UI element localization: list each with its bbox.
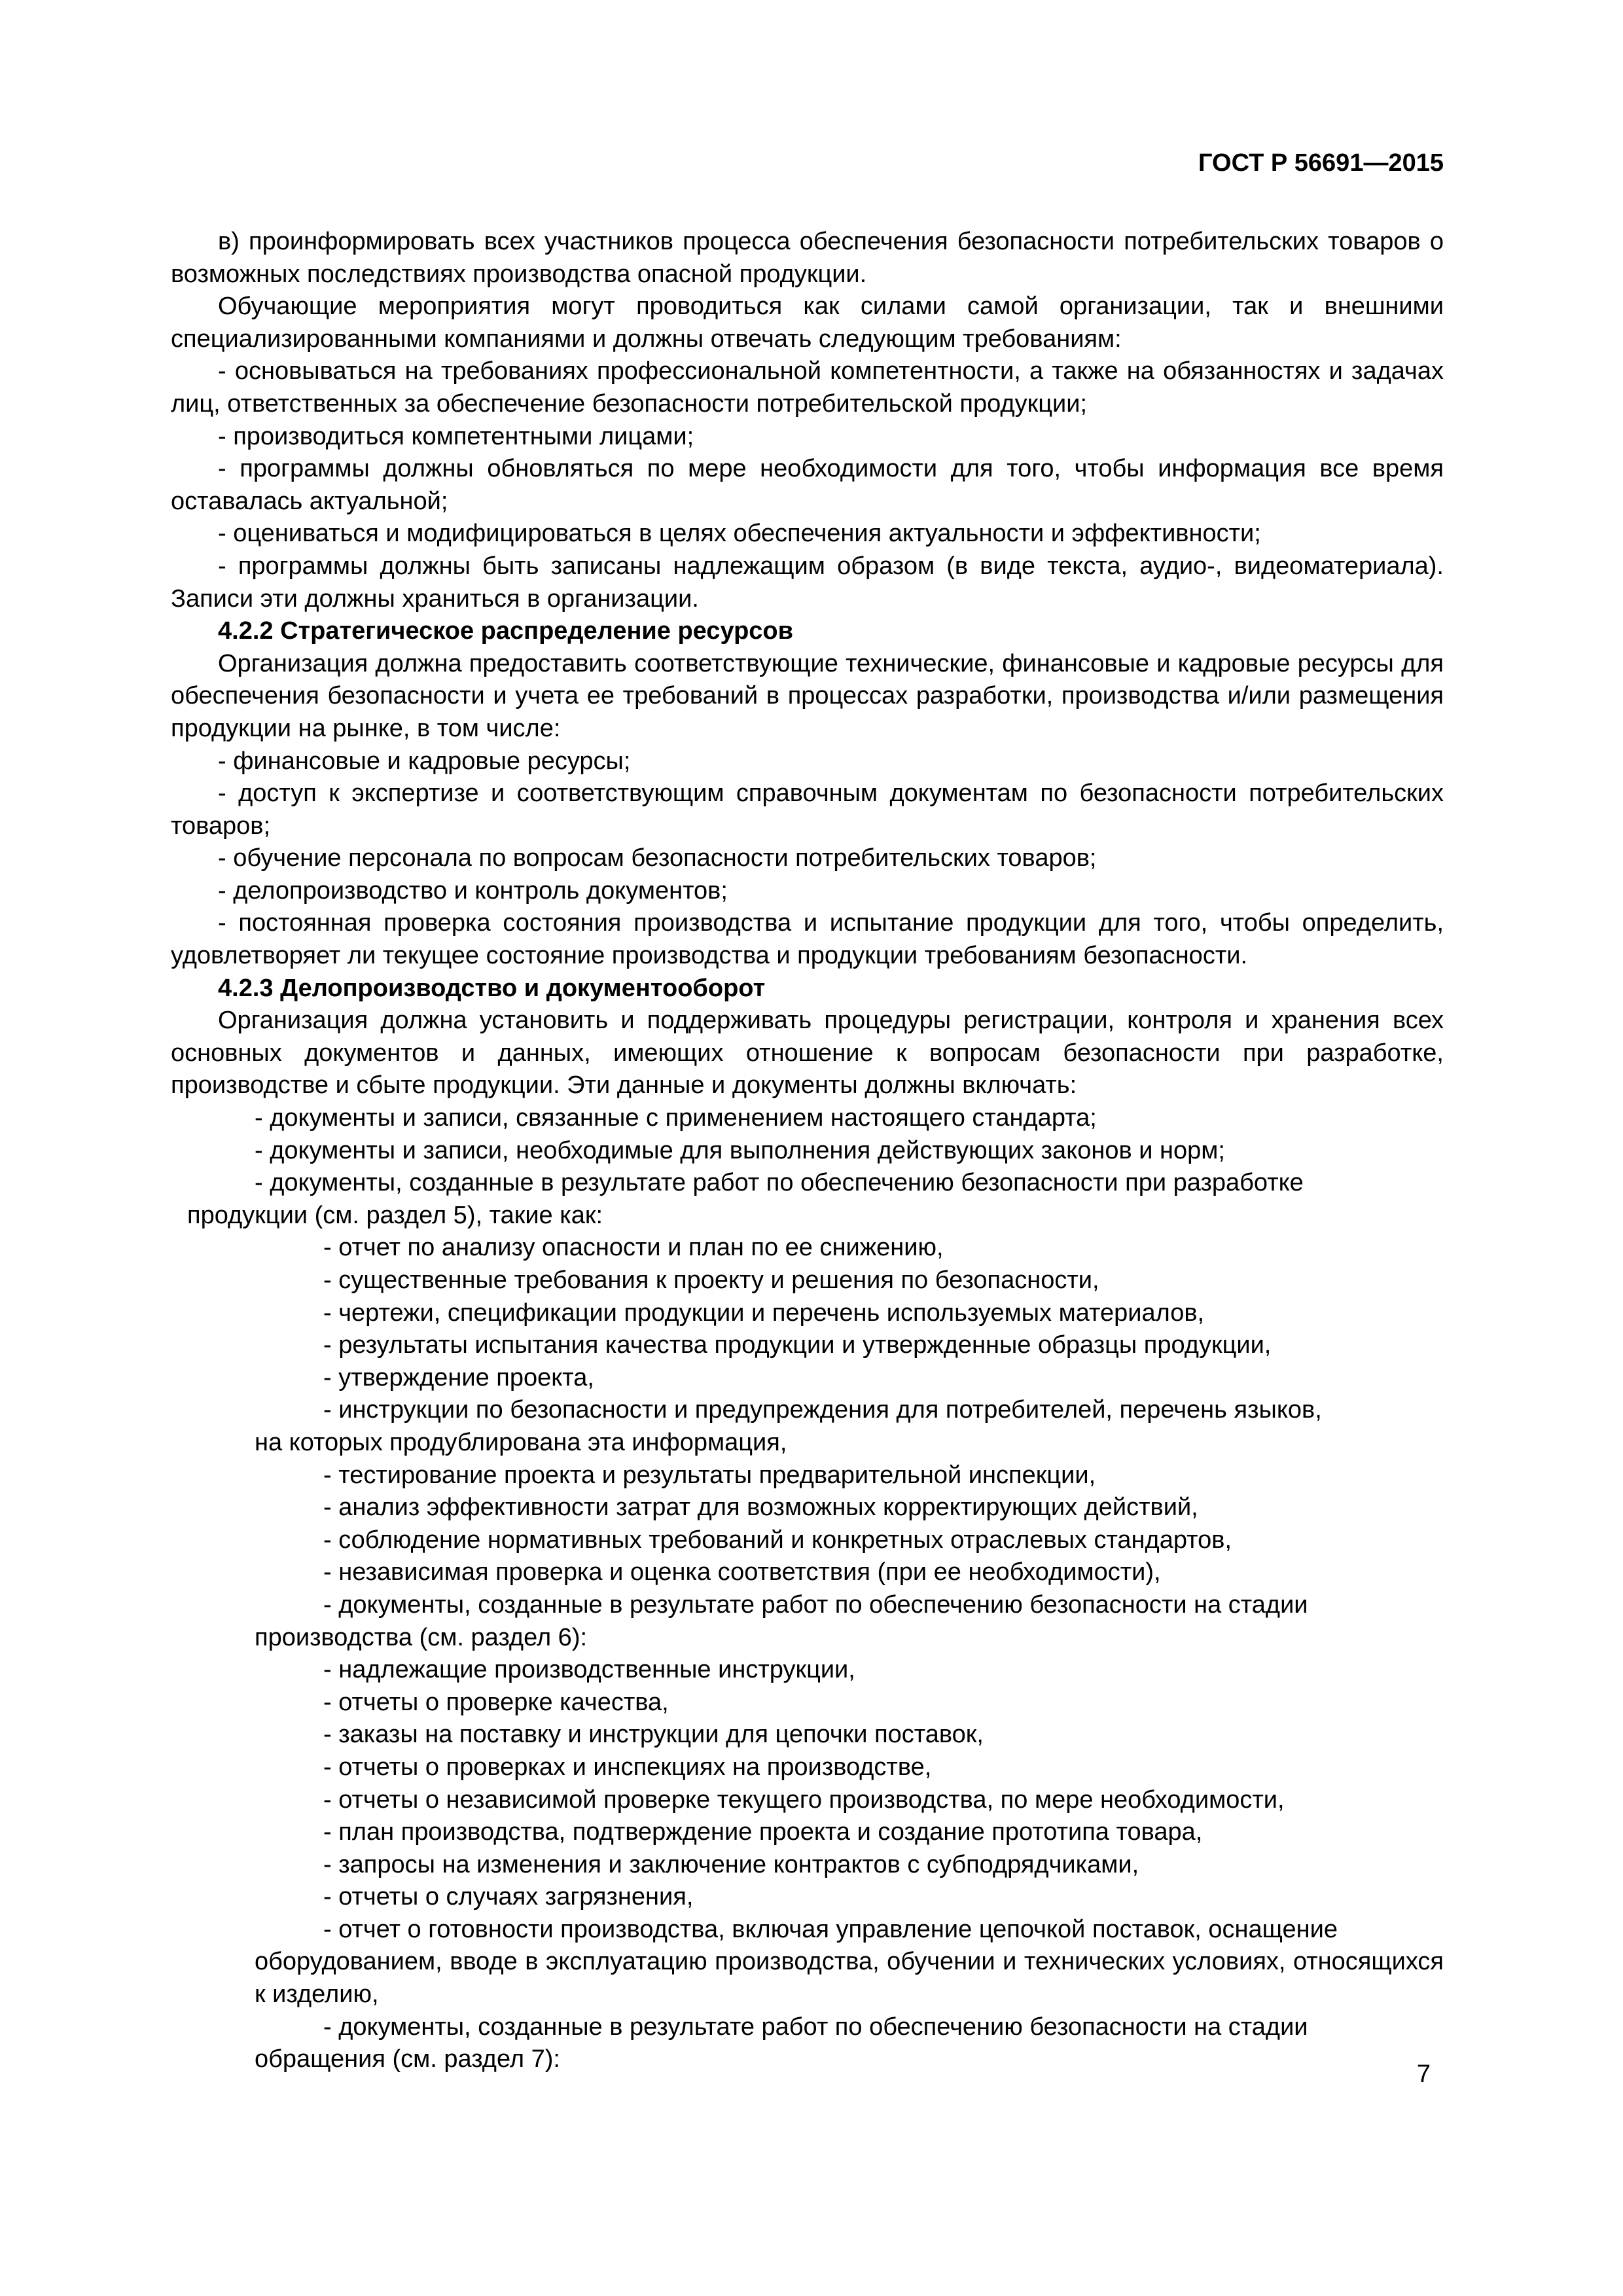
list-item: - запросы на изменения и заключение контрактов с субподрядчиками,	[323, 1850, 1139, 1878]
list-item: - документы и записи, необходимые для выполнения действующих законов и норм;	[255, 1136, 1225, 1164]
list-item	[171, 1167, 1444, 1232]
page-number: 7	[1416, 2060, 1431, 2088]
list-item: - отчеты о проверке качества,	[323, 1688, 669, 1716]
list-item: - постоянная проверка состояния производства и испытание продукции для того, чтобы определить, удовлетворяет ли текущее состояние производства и продукции требованиям безопасности.	[171, 909, 1444, 970]
paragraph: в) проинформировать всех участников процесса обеспечения безопасности потребительских товаров о возможных последствиях производства опасной продукции.	[171, 228, 1444, 288]
list-item: - отчеты о проверках и инспекциях на производстве,	[323, 1753, 932, 1781]
standard-number: ГОСТ Р 56691—2015	[1198, 149, 1444, 177]
list-item: - заказы на поставку и инструкции для цепочки поставок,	[323, 1721, 984, 1749]
page-body	[171, 226, 1444, 2076]
list-item	[171, 1589, 1444, 1654]
list-item: - отчеты о независимой проверке текущего производства, по мере необходимости,	[323, 1785, 1285, 1814]
list-item: - соблюдение нормативных требований и конкретных отраслевых стандартов,	[323, 1526, 1232, 1554]
list-item: - надлежащие производственные инструкции,	[323, 1656, 855, 1684]
list-item-continuation: продукции (см. раздел 5), такие как:	[187, 1201, 603, 1229]
list-item-first-line: - инструкции по безопасности и предупреждения для потребителей, перечень языков,	[323, 1396, 1322, 1424]
circulation-stage-head	[171, 2011, 1444, 2076]
list-item: - тестирование проекта и результаты предварительной инспекции,	[323, 1461, 1096, 1489]
list-item: - существенные требования к проекту и решения по безопасности,	[323, 1266, 1099, 1294]
list-item-continuation: оборудованием, вводе в эксплуатацию производства, обучении и технических условиях, относящихся к изделию,	[255, 1948, 1444, 2009]
list-item: - программы должны быть записаны надлежащим образом (в виде текста, аудио-, видеоматериала). Записи эти должны храниться в организации.	[171, 552, 1444, 613]
list-item: - обучение персонала по вопросам безопасности потребительских товаров;	[218, 844, 1097, 872]
list-item: - независимая проверка и оценка соответствия (при ее необходимости),	[323, 1558, 1161, 1587]
list-item-continuation: производства (см. раздел 6):	[255, 1623, 588, 1651]
list-item: - результаты испытания качества продукции и утвержденные образцы продукции,	[323, 1331, 1272, 1359]
list-item: - документы и записи, связанные с применением настоящего стандарта;	[255, 1104, 1097, 1132]
list-item-continuation: обращения (см. раздел 7):	[255, 2045, 560, 2073]
list-item: - отчеты о случаях загрязнения,	[323, 1883, 694, 1911]
production-stage-list	[171, 1589, 1444, 2011]
list-item: - утверждение проекта,	[323, 1363, 594, 1391]
paragraph: Организация должна установить и поддерживать процедуры регистрации, контроля и хранения всех основных документов и данных, имеющих отношение к вопросам безопасности при разработке, производстве и сбыте продукции. Эти данные и документы должны включать:	[171, 1007, 1444, 1100]
list-item: - анализ эффективности затрат для возможных корректирующих действий,	[323, 1494, 1198, 1522]
list-item-continuation: на которых продублирована эта информация,	[255, 1428, 787, 1456]
list-item: - оцениваться и модифицироваться в целях обеспечения актуальности и эффективности;	[218, 520, 1261, 548]
paragraph: Обучающие мероприятия могут проводиться как силами самой организации, так и внешними специализированными компаниями и должны отвечать следующим требованиям:	[171, 293, 1444, 353]
list-item: - производиться компетентными лицами;	[218, 422, 694, 450]
section-heading: 4.2.2 Стратегическое распределение ресурсов	[218, 617, 793, 645]
list-item: - отчет по анализу опасности и план по ее снижению,	[323, 1234, 944, 1262]
list-item-first-line: - документы, созданные в результате работ по обеспечению безопасности на стадии	[323, 2013, 1308, 2041]
list-item: - основываться на требованиях профессиональной компетентности, а также на обязанностях и задачах лиц, ответственных за обеспечение безопасности потребительской продукции;	[171, 357, 1444, 418]
list-item	[171, 1394, 1444, 1459]
list-item-first-line: - отчет о готовности производства, включая управление цепочкой поставок, оснащение	[323, 1915, 1338, 1943]
section-heading: 4.2.3 Делопроизводство и документооборот	[218, 974, 766, 1002]
list-item: - чертежи, спецификации продукции и перечень используемых материалов,	[323, 1299, 1205, 1327]
list-item: - план производства, подтверждение проекта и создание прототипа товара,	[323, 1818, 1203, 1846]
list-item: - доступ к экспертизе и соответствующим справочным документам по безопасности потребительских товаров;	[171, 780, 1444, 840]
paragraph: Организация должна предоставить соответствующие технические, финансовые и кадровые ресурсы для обеспечения безопасности и учета ее требований в процессах разработки, производства и/или размещения продукции на рынке, в том числе:	[171, 649, 1444, 742]
list-item-first-line: - документы, созданные в результате работ по обеспечению безопасности на стадии	[323, 1590, 1308, 1619]
list-item: - программы должны обновляться по мере необходимости для того, чтобы информация все время оставалась актуальной;	[171, 455, 1444, 515]
design-stage-list	[171, 1232, 1444, 1589]
list-item	[171, 1914, 1444, 2011]
list-item-first-line: - документы, созданные в результате работ по обеспечению безопасности при разработке	[255, 1169, 1304, 1197]
list-item: - финансовые и кадровые ресурсы;	[218, 747, 631, 775]
list-item: - делопроизводство и контроль документов;	[218, 876, 728, 905]
